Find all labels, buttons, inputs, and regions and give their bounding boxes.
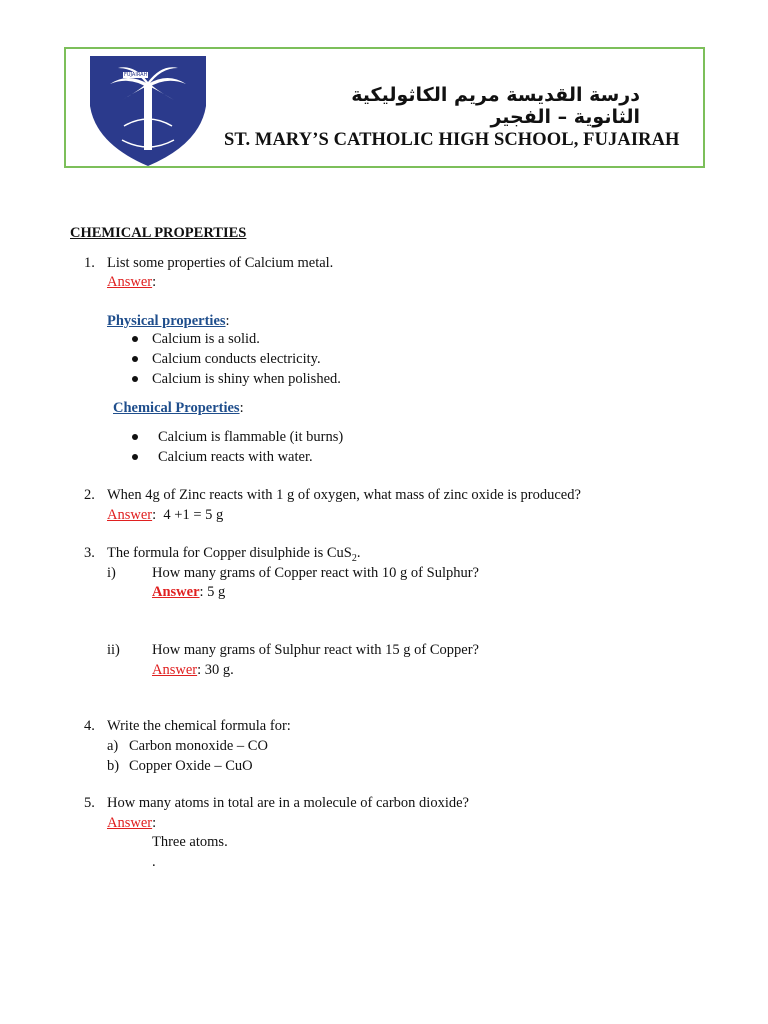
q2-answer-label: Answer xyxy=(107,507,153,523)
q4-a-number: a) xyxy=(107,738,119,754)
q3-i-answer-label: Answer xyxy=(152,584,200,600)
q3-ii-number: ii) xyxy=(107,642,120,658)
q3-subscript: 2 xyxy=(351,552,357,564)
q5-answer xyxy=(107,814,156,832)
q1-number: 1. xyxy=(84,255,95,271)
q4-b-number: b) xyxy=(107,758,120,774)
physical-heading-label: Physical properties xyxy=(107,313,226,329)
q5-answer-colon: : xyxy=(152,815,157,831)
q1-answer-colon: : xyxy=(152,274,157,290)
q3-ii-answer-value: : 30 g. xyxy=(197,662,234,678)
bullet-icon xyxy=(132,454,138,460)
chemical-item: Calcium is flammable (it burns) xyxy=(158,429,344,445)
q3-end: . xyxy=(356,545,361,561)
q4-a-text: Carbon monoxide – CO xyxy=(129,738,268,754)
school-name-arabic: درسة القديسة مريم الكاثوليكية الثانوية – الفجير xyxy=(351,84,640,128)
bullet-icon xyxy=(132,356,138,362)
school-name: ST. MARY’S CATHOLIC HIGH SCHOOL, FUJAIRAH xyxy=(224,130,680,150)
q2-answer-value: : 4 +1 = 5 g xyxy=(152,507,224,523)
q3-ii-answer-label: Answer xyxy=(152,662,198,678)
q3-ii-answer xyxy=(152,661,234,679)
q3-formula-text: The formula for Copper disulphide is CuS xyxy=(107,545,352,561)
physical-item: Calcium conducts electricity. xyxy=(152,351,321,367)
q1-answer xyxy=(107,273,156,291)
q3-i-answer-value: : 5 g xyxy=(199,584,226,600)
bullet-icon xyxy=(132,376,138,382)
q2-text: When 4g of Zinc reacts with 1 g of oxygen, what mass of zinc oxide is produced? xyxy=(107,487,581,503)
physical-item: Calcium is shiny when polished. xyxy=(152,371,341,387)
page-title: CHEMICAL PROPERTIES xyxy=(70,225,247,241)
q3-i-text: How many grams of Copper react with 10 g of Sulphur? xyxy=(152,565,479,581)
q2-number: 2. xyxy=(84,487,95,503)
physical-heading-colon: : xyxy=(225,313,230,329)
bullet-icon xyxy=(132,336,138,342)
q4-number: 4. xyxy=(84,718,95,734)
q4-text: Write the chemical formula for: xyxy=(107,718,291,734)
q3-ii-text: How many grams of Sulphur react with 15 g of Copper? xyxy=(152,642,479,658)
q3-i-number: i) xyxy=(107,565,116,581)
q2-answer xyxy=(107,506,223,524)
bullet-icon xyxy=(132,434,138,440)
chemical-item: Calcium reacts with water. xyxy=(158,449,313,465)
chemical-heading-label: Chemical Properties xyxy=(113,400,240,416)
physical-heading xyxy=(107,312,230,330)
physical-item: Calcium is a solid. xyxy=(152,331,260,347)
chemical-heading-colon: : xyxy=(239,400,244,416)
q1-text: List some properties of Calcium metal. xyxy=(107,255,334,271)
q5-answer-label: Answer xyxy=(107,815,153,831)
q1-answer-label: Answer xyxy=(107,274,153,290)
chemical-heading xyxy=(113,399,244,417)
q4-b-text: Copper Oxide – CuO xyxy=(129,758,253,774)
q5-number: 5. xyxy=(84,795,95,811)
q3-number: 3. xyxy=(84,545,95,561)
q5-text: How many atoms in total are in a molecule of carbon dioxide? xyxy=(107,795,469,811)
q5-answer-value: Three atoms. xyxy=(152,834,228,850)
q5-trailing-dot: . xyxy=(152,854,156,870)
q3-i-answer xyxy=(152,583,225,601)
crest-label: FUJAIRAH xyxy=(124,72,148,78)
